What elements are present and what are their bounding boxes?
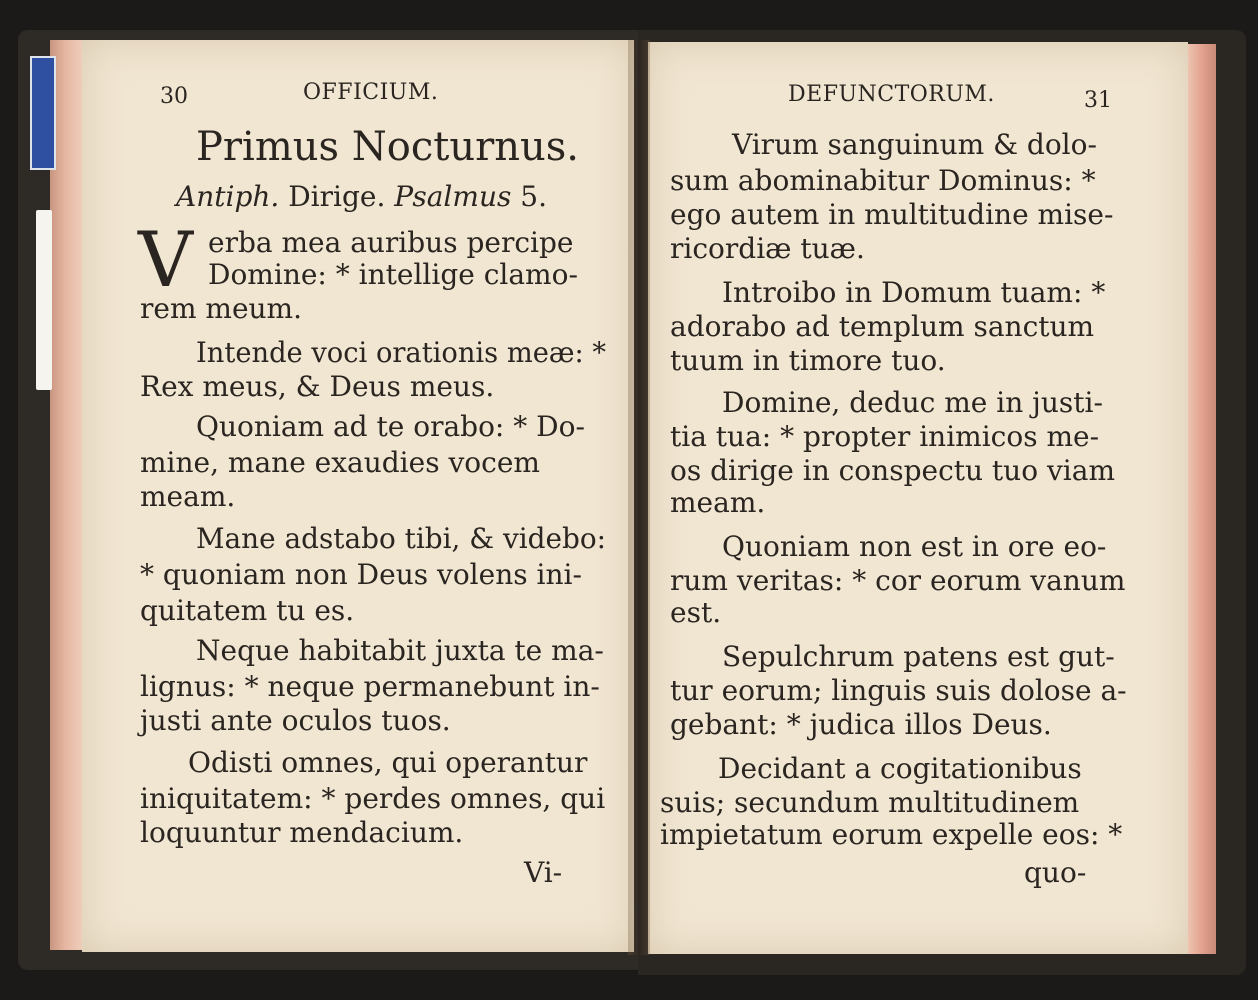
left-line-12: Neque habitabit juxta te ma-: [196, 634, 604, 667]
right-line-13: rum veritas: * cor eorum vanum: [670, 564, 1126, 597]
left-line-11: quitatem tu es.: [140, 594, 355, 627]
left-line-9: Mane adstabo tibi, & videbo:: [196, 522, 607, 555]
left-line-14: justi ante oculos tuos.: [140, 704, 451, 737]
psalm-number: 5.: [520, 180, 547, 213]
right-line-2: sum abominabitur Dominus: *: [670, 164, 1096, 197]
right-line-12: Quoniam non est in ore eo-: [722, 530, 1107, 563]
left-line-8: meam.: [140, 480, 236, 513]
right-line-18: Decidant a cogitationibus: [718, 752, 1082, 785]
left-line-13: lignus: * neque permanebunt in-: [140, 670, 600, 703]
left-line-5: Rex meus, & Deus meus.: [140, 370, 495, 403]
left-line-2: Domine: * intellige clamo-: [208, 258, 578, 291]
left-line-10: * quoniam non Deus volens ini-: [140, 558, 582, 591]
right-line-5: Introibo in Domum tuam: *: [722, 276, 1106, 309]
left-line-4: Intende voci orationis meæ: *: [196, 336, 607, 369]
running-head-left: OFFICIUM.: [303, 80, 439, 105]
right-line-17: gebant: * judica illos Deus.: [670, 708, 1052, 741]
left-line-16: iniquitatem: * perdes omnes, qui: [140, 782, 606, 815]
right-line-4: ricordiæ tuæ.: [670, 232, 865, 265]
left-line-1: erba mea auribus percipe: [208, 226, 574, 259]
right-line-7: tuum in timore tuo.: [670, 344, 946, 377]
right-line-9: tia tua: * propter inimicos me-: [670, 420, 1100, 453]
right-line-8: Domine, deduc me in justi-: [722, 386, 1103, 419]
section-title: Primus Nocturnus.: [196, 124, 579, 170]
left-line-3: rem meum.: [140, 292, 303, 325]
catchword-left: Vi-: [524, 856, 563, 889]
left-line-7: mine, mane exaudies vocem: [140, 446, 540, 479]
antiphon-text: Dirige.: [288, 180, 386, 213]
right-line-6: adorabo ad templum sanctum: [670, 310, 1095, 343]
right-line-11: meam.: [670, 486, 766, 519]
right-line-3: ego autem in multitudine mise-: [670, 198, 1114, 231]
left-line-6: Quoniam ad te orabo: * Do-: [196, 410, 585, 443]
psalm-label: Psalmus: [394, 180, 512, 213]
left-line-17: loquuntur mendacium.: [140, 816, 464, 849]
right-line-10: os dirige in conspectu tuo viam: [670, 454, 1115, 487]
right-line-20: impietatum eorum expelle eos: *: [660, 818, 1123, 851]
library-tab-blue: [30, 56, 56, 170]
antiphon-label: Antiph.: [176, 180, 280, 213]
catchword-right: quo-: [1024, 856, 1087, 889]
right-line-19: suis; secundum multitudinem: [660, 786, 1080, 819]
running-head-right: DEFUNCTORUM.: [788, 82, 995, 107]
right-line-16: tur eorum; linguis suis dolose a-: [670, 674, 1127, 707]
right-line-15: Sepulchrum patens est gut-: [722, 640, 1115, 673]
left-line-15: Odisti omnes, qui operantur: [188, 746, 588, 779]
right-line-1: Virum sanguinum & dolo-: [732, 128, 1097, 161]
right-line-14: est.: [670, 596, 722, 629]
drop-cap: V: [138, 215, 193, 304]
page-number-left: 30: [160, 84, 188, 109]
bookmark-strip: [36, 210, 52, 390]
page-number-right: 31: [1084, 88, 1112, 113]
antiphon-line: [176, 180, 547, 213]
gutter-fold: [628, 40, 650, 955]
